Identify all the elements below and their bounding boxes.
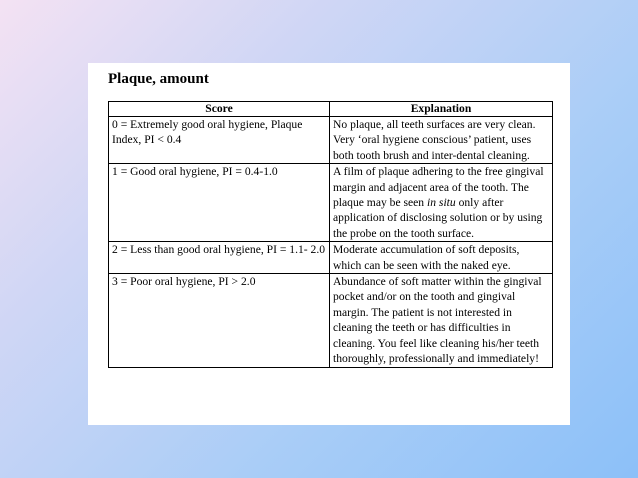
score-cell: 0 = Extremely good oral hygiene, Plaque Index, PI < 0.4 (109, 117, 330, 164)
table-row (109, 164, 553, 242)
explanation-text: No plaque, all teeth surfaces are very clean. Very ‘oral hygiene conscious’ patient, uses both tooth brush and inter-dental cleaning. (333, 118, 536, 162)
plaque-table (108, 101, 553, 368)
score-cell: 2 = Less than good oral hygiene, PI = 1.1- 2.0 (109, 242, 330, 274)
explanation-text: Abundance of soft matter within the gingival pocket and/or on the tooth and gingival margin. The patient is not interested in cleaning the teeth or has difficulties in cleaning. You feel like cleaning his/her teeth thoroughly, professionally and immediately! (333, 275, 542, 366)
slide-panel (88, 63, 570, 425)
slide-title: Plaque, amount (108, 71, 209, 87)
score-cell: 3 = Poor oral hygiene, PI > 2.0 (109, 274, 330, 367)
header-score: Score (109, 102, 330, 117)
explanation-text-after: only after application of disclosing solution or by using the probe on the tooth surface. (333, 196, 543, 240)
table-header-row (109, 102, 553, 117)
explanation-cell (330, 242, 553, 274)
explanation-text: Moderate accumulation of soft deposits, which can be seen with the naked eye. (333, 243, 520, 272)
explanation-text: A film of plaque adhering to the free gingival margin and adjacent area of the tooth. The plaque may be seen (333, 165, 544, 210)
score-cell: 1 = Good oral hygiene, PI = 0.4-1.0 (109, 164, 330, 242)
table-row (109, 117, 553, 164)
explanation-cell (330, 164, 553, 242)
explanation-cell (330, 274, 553, 367)
table-row (109, 274, 553, 367)
table-row (109, 242, 553, 274)
explanation-italic: in situ (427, 196, 456, 210)
header-explanation: Explanation (330, 102, 553, 117)
explanation-cell (330, 117, 553, 164)
